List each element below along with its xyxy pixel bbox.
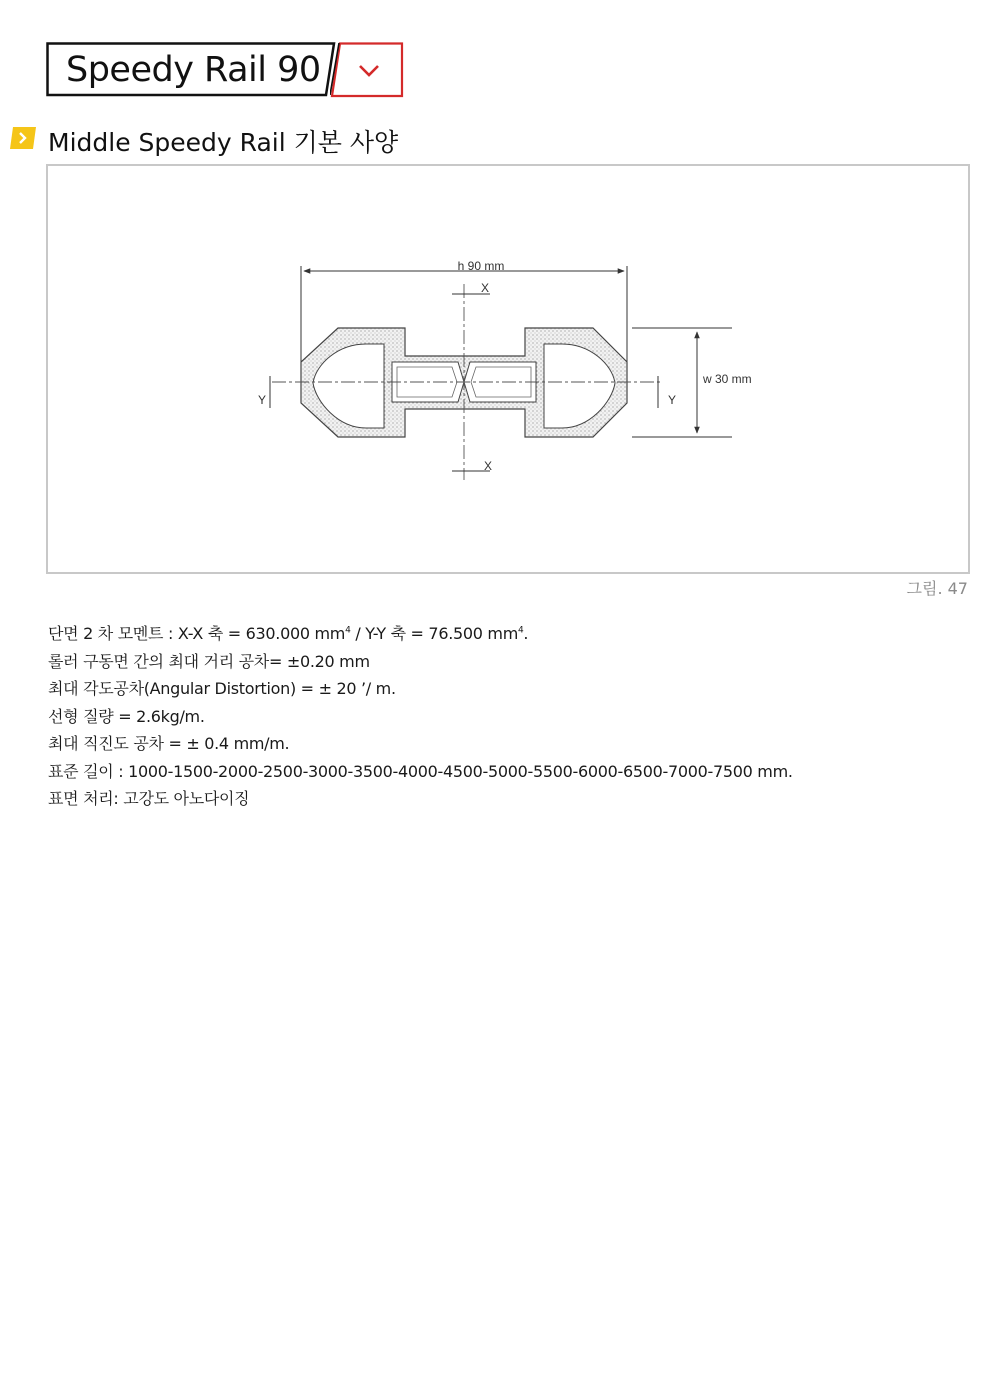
axis-x-bottom-label: X — [484, 459, 493, 473]
spec-moment — [48, 620, 948, 648]
spec-standard-length: 표준 길이 : 1000-1500-2000-2500-3000-3500-4000-4500-5000-5500-6000-6500-7000-7500 mm. — [48, 761, 793, 781]
dim-h-label: h 90 mm — [457, 259, 505, 273]
moment-superscript-1: 4 — [345, 625, 351, 636]
moment-prefix: 단면 2 차 모멘트 : X-X 축 = 630.000 mm — [48, 624, 346, 643]
axis-x-top-label: X — [481, 281, 490, 295]
spec-list — [48, 620, 948, 813]
spec-linear-weight: 선형 질량 = 2.6kg/m. — [48, 706, 205, 726]
spec-roller-tolerance: 롤러 구동면 간의 최대 거리 공차= ±0.20 mm — [48, 651, 370, 671]
moment-superscript-2: 4 — [517, 625, 524, 636]
moment-suffix: . — [523, 624, 529, 643]
figure-caption: 그림. 47 — [906, 579, 968, 598]
page-title: Speedy Rail 90 — [66, 50, 321, 90]
cross-section-diagram — [48, 166, 968, 572]
axis-y-right-label: Y — [668, 393, 677, 407]
page-title-box — [46, 42, 336, 96]
section-title: Middle Speedy Rail 기본 사양 — [48, 128, 399, 157]
spec-straightness: 최대 직진도 공차 = ± 0.4 mm/m. — [48, 734, 290, 753]
axis-y-left-label: Y — [258, 393, 267, 407]
title-dropdown-button[interactable] — [330, 42, 404, 98]
moment-middle: / Y-Y 축 = 76.500 mm — [350, 624, 518, 643]
spec-angular-distortion: 최대 각도공차(Angular Distortion) = ± 20 ’/ m. — [48, 679, 396, 698]
dim-w-label: w 30 mm — [703, 372, 752, 386]
profile-drawing — [46, 164, 970, 574]
chevron-right-icon — [10, 127, 36, 149]
spec-surface-treatment: 표면 처리: 고강도 아노다이징 — [48, 789, 250, 808]
